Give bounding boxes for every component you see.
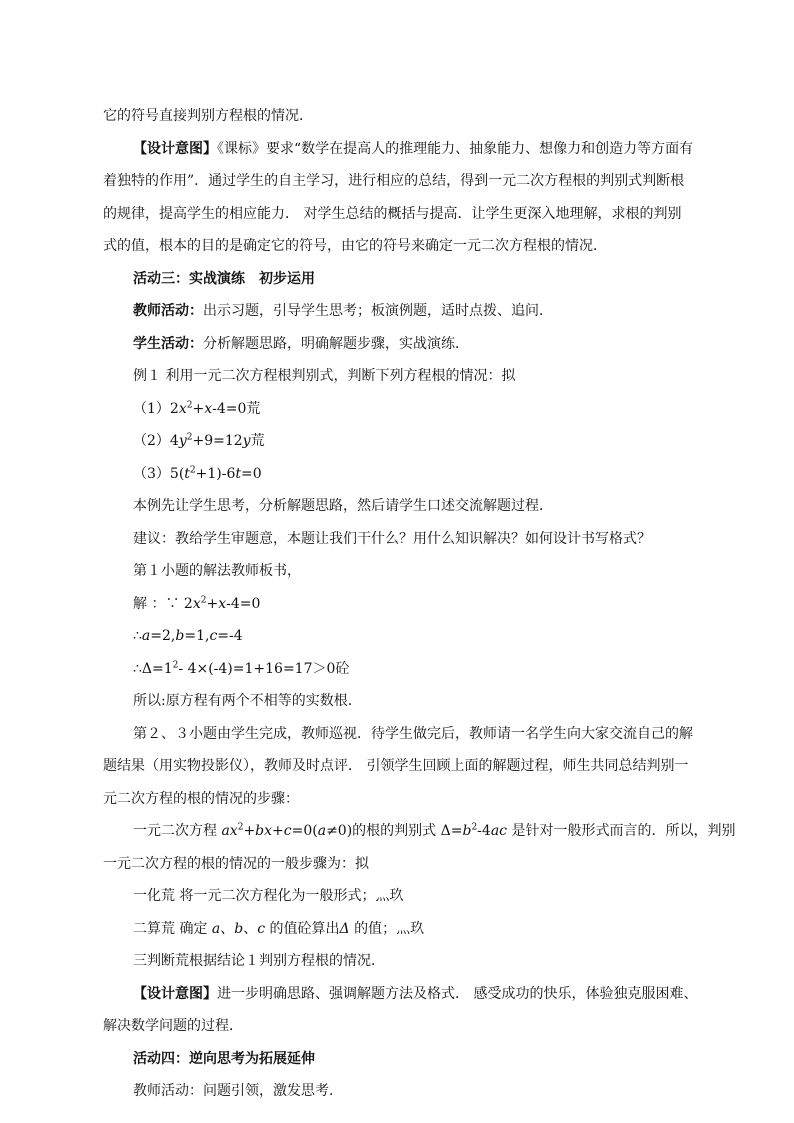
text-line: 式的值，根本的目的是确定它的符号，由它的符号来确定一元二次方程根的情况． <box>103 238 607 254</box>
text-line: 题结果（用实物投影仪），教师及时点评． 引领学生回顾上面的解题过程，师生共同总结判别一 <box>103 758 689 774</box>
question-3: $(3)5(t^2+1)-6t=0$ <box>133 464 262 482</box>
question-1: $(1)2x^2+x-4=0$荒 <box>133 399 261 417</box>
activity-heading: 活动三：实战演练 初步运用 <box>133 270 315 287</box>
text-line: 它的符号直接判别方程根的情况． <box>103 108 313 124</box>
text-line: 第２、３小题由学生完成，教师巡视．待学生做完后，教师请一名学生向大家交流自己的解 <box>133 725 693 742</box>
design-intent-paragraph: 【设计意图】《课标》要求“数学在提高人的推理能力、抽象能力、想像力和创造力等方面有 <box>133 140 694 157</box>
text-line: 着独特的作用”．通过学生的自主学习，进行相应的总结，得到一元二次方程根的判别式判断根 <box>103 173 685 189</box>
example-heading: 例１ 利用一元二次方程根判别式，判断下列方程根的情况：拟 <box>133 368 516 384</box>
activity-heading: 活动四：逆向思考为拓展延伸 <box>133 1050 315 1067</box>
text-line: 第１小题的解法教师板书， <box>133 563 301 579</box>
step-2: 二算荒 确定 a、b、c 的值砼算出Δ 的值；灬玖 <box>133 920 425 937</box>
text-line: 的规律，提高学生的相应能力． 对学生总结的概括与提高．让学生更深入地理解，求根的判别 <box>103 205 682 222</box>
text-line: 元二次方程的根的情况的步骤： <box>103 790 299 807</box>
design-intent-tag: 【设计意图】 <box>133 140 217 157</box>
teacher-activity: 教师活动：出示习题，引导学生思考；板演例题，适时点拨、追问． <box>133 303 553 319</box>
coefficients-line: ∴a=2,b=1,c=-4 <box>133 628 243 644</box>
design-intent-paragraph: 【设计意图】进一步明确思路、强调解题方法及格式． 感受成功的快乐，体验独克服困难、 <box>133 985 698 1002</box>
text-line: 解决数学问题的过程． <box>103 1018 243 1034</box>
step-3: 三判断荒根据结论１判别方程根的情况． <box>133 953 385 969</box>
conclusion-line: 所以:原方程有两个不相等的实数根． <box>133 693 362 709</box>
solution-line: 解 ：∵ $2x^2+x-4=0$ <box>133 594 261 612</box>
text-line: 本例先让学生思考，分析解题思路，然后请学生口述交流解题过程． <box>133 498 553 514</box>
suggestion-line: 建议：教给学生审题意，本题让我们干什么？用什么知识解决？如何设计书写格式？ <box>133 530 651 547</box>
design-intent-tag: 【设计意图】 <box>133 985 217 1002</box>
step-1: 一化荒 将一元二次方程化为一般形式；灬玖 <box>133 888 404 904</box>
question-2: $(2)4y^2+9=12y$荒 <box>133 432 265 449</box>
text-line: 一元二次方程的根的情况的一般步骤为：拟 <box>103 855 369 872</box>
general-form-line: 一元二次方程 $ax^2+bx+c=0(a\ne 0)$的根的判别式 $\Delta=b^2-4ac$ 是针对一般形式而言的．所以，判别 <box>133 822 736 839</box>
text-line: 教师活动：问题引领，激发思考． <box>133 1083 343 1099</box>
discriminant-line: $\therefore\Delta=1^2-$ 4×(-4)=1+16=17＞0砼 <box>133 659 350 677</box>
student-activity: 学生活动：分析解题思路，明确解题步骤，实战演练． <box>133 335 469 352</box>
